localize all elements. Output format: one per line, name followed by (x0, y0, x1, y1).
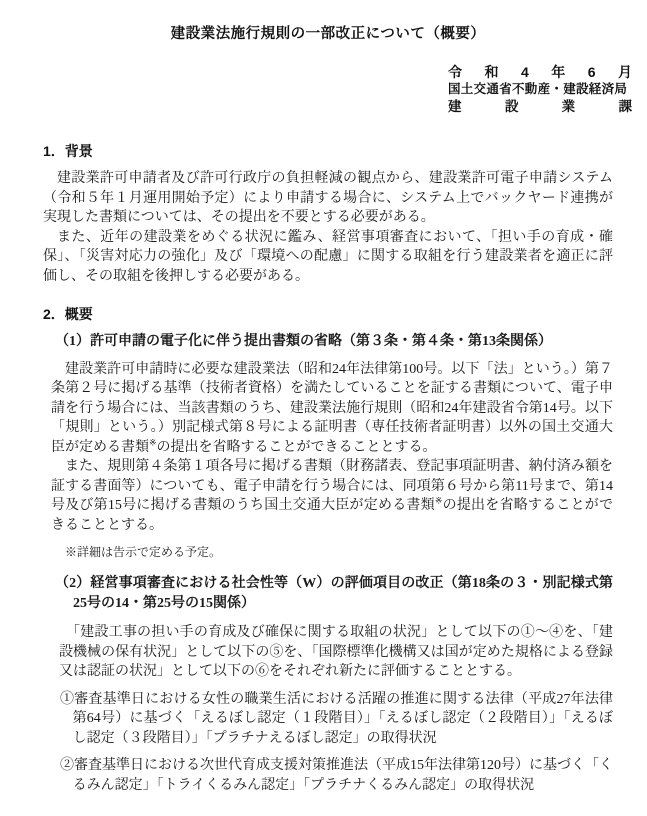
item1-paragraph1-tail: の提出を省略することができることとする。 (156, 439, 437, 455)
item1-paragraph1-text: 建設業許可申請時に必要な建設業法（昭和24年法律第100号。以下「法」という。）第７条第２号に掲げる基準（技術者資格）を満たしていることを証する書類について、電子申請を行う場合には、当該書類のうち、建設業法施行規則（昭和24年建設省令第14号。以下「規則」という。）別記様式第８号による証明書（専任技術者証明書）以外の国土交通大臣が定める書類 (51, 361, 613, 455)
section2-heading: 2．概要 (43, 306, 93, 322)
footnote-reference-mark: ※ (149, 436, 157, 447)
section1-paragraph-2: また、近年の建設業をめぐる状況に鑑み、経営事項審査において、「担い手の育成・確保」、「災害対応力の強化」及び「環境への配慮」に関する取組を行う建設業者を適正に評価し、その取組を後押しする必要がある。 (43, 229, 613, 284)
section2-item2-paragraph: 「建設工事の担い手の育成及び確保に関する取組の状況」として以下の①～④を、「建設機械の保有状況」として以下の⑤を、「国際標準化機構又は国が定めた規格による登録又は認証の状況」として以下の⑥をそれぞれ新たに評価することとする。 (59, 625, 613, 679)
section2-item1-heading: （1）許可申請の電子化に伴う提出書類の省略（第３条・第４条・第13条関係） (55, 334, 552, 349)
issuing-department: 国土交通省不動産・建設経済局 (448, 82, 628, 96)
document-date: 令和4年6月 (448, 64, 632, 80)
document-byline (448, 64, 632, 115)
section2-item1-paragraph-1 (51, 360, 613, 458)
footnote-reference-mark: ※ (434, 495, 443, 506)
numbered-item-2: ②審査基準日における次世代育成支援対策推進法（平成15年法律第120号）に基づく「くるみん認定」「トライくるみん認定」「プラチナくるみん認定」の取得状況 (60, 758, 613, 793)
issuing-division: 建設業課 (448, 99, 632, 114)
item1-paragraph2-tail: の提出を省略することができることとする。 (51, 498, 614, 533)
section2-item1-paragraph-2 (51, 457, 613, 535)
document-title: 建設業法施行規則の一部改正について（概要） (170, 26, 486, 42)
numbered-item-1: ①審査基準日における女性の職業生活における活躍の推進に関する法律（平成27年法律第64号）に基づく「えるぼし認定（１段階目）」「えるぼし認定（２段階目）」「えるぼし認定（３段階目）」「プラチナえるぼし認定」の取得状況 (60, 691, 613, 746)
section1-heading: 1．背景 (43, 143, 93, 159)
footnote: ※詳細は告示で定める予定。 (65, 545, 222, 559)
section2-item2-heading: （2）経営事項審査における社会性等（W）の評価項目の改正（第18条の３・別記様式第25号の14・第25号の15関係） (55, 576, 613, 611)
section1-paragraph-1: 建設業許可申請者及び許可行政庁の負担軽減の観点から、建設業許可電子申請システム（令和５年１月運用開始予定）により申請する場合に、システム上でバックヤード連携が実現した書類については、その提出を不要とする必要がある。 (43, 171, 613, 225)
item1-paragraph2-text: また、規則第４条第１項各号に掲げる書類（財務諸表、登記事項証明書、納付済み額を証する書面等）についても、電子申請を行う場合には、同項第６号から第11号まで、第14号及び第15号に掲げる書類のうち国土交通大臣が定める書類 (51, 459, 613, 513)
